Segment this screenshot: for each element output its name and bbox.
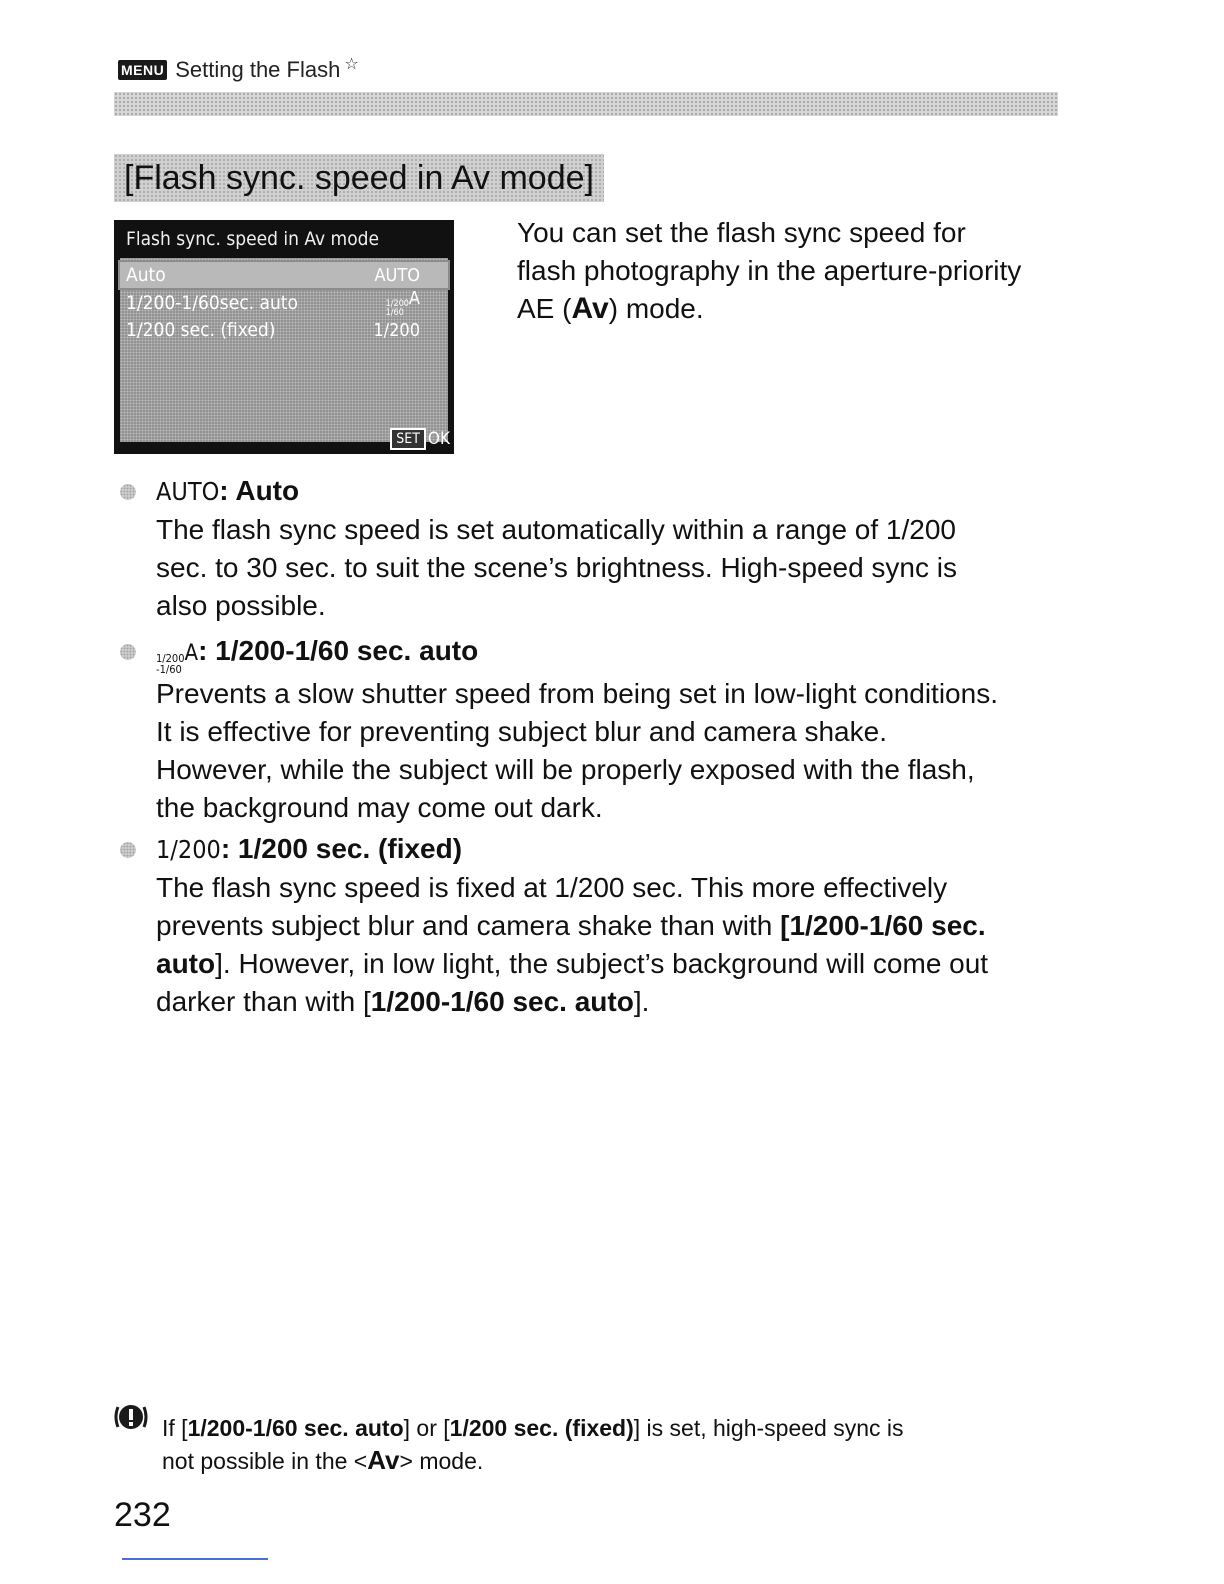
caution-icon (114, 1401, 150, 1435)
caution-note: If [1/200-1/60 sec. auto] or [1/200 sec. (fixed)] is set, high-speed sync is not possible in the <Av> mode. (162, 1415, 904, 1475)
intro-line: flash photography in the aperture-priority (517, 255, 1022, 286)
screen-item-label: Auto (126, 264, 166, 286)
menu-icon: MENU (118, 60, 167, 80)
intro-paragraph (517, 214, 1077, 328)
set-ok-button[interactable] (390, 428, 450, 450)
option-title: Auto (235, 475, 300, 506)
screen-item-auto[interactable] (120, 262, 448, 288)
bullet-icon (120, 644, 136, 660)
av-mode-icon: Av (367, 1445, 400, 1475)
option-title: 1/200 sec. (fixed) (237, 833, 463, 864)
option-fixed (120, 830, 1070, 1021)
intro-line: You can set the flash sync speed for (517, 217, 966, 248)
ok-label: OK (427, 429, 450, 449)
auto-icon: AUTO (374, 264, 420, 286)
screen-item-label: 1/200-1/60sec. auto (126, 292, 298, 314)
bullet-icon (120, 484, 136, 500)
screen-title: Flash sync. speed in Av mode (126, 228, 380, 250)
option-heading: 1/200 -1/60 A: 1/200-1/60 sec. auto (120, 632, 1070, 675)
camera-menu-screen (114, 220, 454, 454)
section-title: [Flash sync. speed in Av mode] (114, 154, 604, 202)
header-rule (114, 92, 1058, 116)
set-icon: SET (390, 428, 426, 450)
header-title: Setting the Flash (175, 57, 341, 82)
page-link-underline (122, 1558, 268, 1560)
fixed-speed-icon: 1/200 (156, 835, 221, 864)
auto-icon: AUTO (156, 477, 220, 506)
screen-item-label: 1/200 sec. (fixed) (126, 319, 276, 341)
range-auto-icon: 1/200 -1/60 A (156, 641, 199, 676)
option-description: The flash sync speed is set automatically within a range of 1/200 sec. to 30 sec. to suit the scene’s brightness. High-speed sync is also possible. (156, 514, 958, 621)
option-range-auto (120, 632, 1070, 827)
star-icon: ☆ (344, 56, 359, 73)
intro-line: AE (Av) mode. (517, 292, 704, 325)
range-auto-icon: 1/200 1/60 A (385, 288, 420, 318)
option-heading: AUTO: Auto (120, 472, 1070, 511)
page-number: 232 (114, 1496, 171, 1534)
option-title: 1/200-1/60 sec. auto (215, 635, 479, 666)
screen-item-range[interactable] (120, 290, 448, 316)
av-mode-icon: Av (571, 292, 609, 325)
option-heading: 1/200: 1/200 sec. (fixed) (120, 830, 1070, 869)
option-description: The flash sync speed is fixed at 1/200 sec. This more effectively prevents subject blur and camera shake than with [1/200-1/60 sec. auto]. However, in low light, the subject’s background will come out darker than with [1/200-1/60 sec. auto]. (156, 872, 989, 1017)
screen-item-fixed[interactable] (120, 317, 448, 343)
bullet-icon (120, 842, 136, 858)
option-description: Prevents a slow shutter speed from being set in low-light conditions. It is effective for preventing subject blur and camera shake. However, while the subject will be properly exposed with the flash, the background may come out dark. (156, 678, 998, 823)
fixed-speed-icon: 1/200 (373, 319, 420, 341)
option-auto (120, 472, 1070, 625)
running-header (118, 56, 359, 84)
